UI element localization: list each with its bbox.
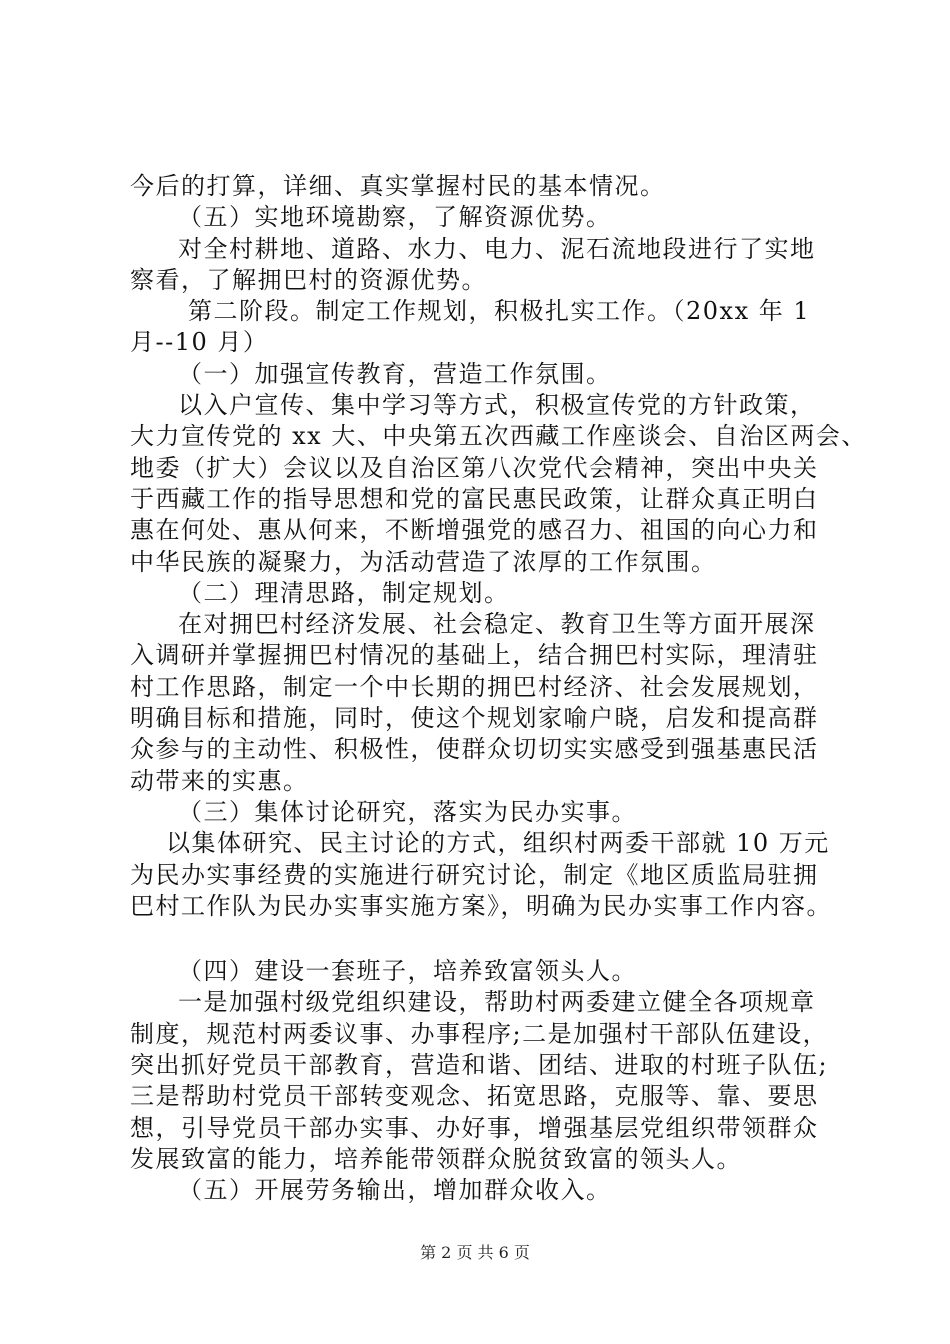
paragraph-line: 为民办实事经费的实施进行研究讨论，制定《地区质监局驻拥 <box>130 860 819 889</box>
paragraph-gap <box>130 922 835 956</box>
paragraph-line: 村工作思路，制定一个中长期的拥巴村经济、社会发展规划， <box>130 672 819 701</box>
paragraph-line: 突出抓好党员干部教育，营造和谐、团结、进取的村班子队伍; <box>130 1051 829 1080</box>
section-heading: （五）开展劳务输出，增加群众收入。 <box>178 1176 612 1205</box>
paragraph-line: 以集体研究、民主讨论的方式，组织村两委干部就 10 万元 <box>166 829 830 858</box>
paragraph-line: 巴村工作队为民办实事实施方案》，明确为民办实事工作内容。 <box>130 891 832 920</box>
paragraph-line: 动带来的实惠。 <box>130 766 309 795</box>
paragraph-line: 发展致富的能力，培养能带领群众脱贫致富的领头人。 <box>130 1144 742 1173</box>
section-heading: （五）实地环境勘察，了解资源优势。 <box>178 203 612 232</box>
paragraph-line: 制度，规范村两委议事、办事程序;二是加强村干部队伍建设， <box>130 1019 829 1048</box>
paragraph-line: 月--10 月） <box>130 328 269 357</box>
paragraph-line: 想，引导党员干部办实事、办好事，增强基层党组织带领群众 <box>130 1113 819 1142</box>
document-body <box>130 171 867 1207</box>
stage-heading: 第二阶段。制定工作规划，积极扎实工作。（20xx 年 1 <box>188 297 811 326</box>
paragraph-line: 察看，了解拥巴村的资源优势。 <box>130 265 487 294</box>
paragraph-line: 在对拥巴村经济发展、社会稳定、教育卫生等方面开展深 <box>178 610 816 639</box>
paragraph-line: 惠在何处、惠从何来，不断增强党的感召力、祖国的向心力和 <box>130 516 819 545</box>
paragraph-line: 于西藏工作的指导思想和党的富民惠民政策，让群众真正明白 <box>130 484 819 513</box>
section-heading: （一）加强宣传教育，营造工作氛围。 <box>178 359 612 388</box>
paragraph-line: 入调研并掌握拥巴村情况的基础上，结合拥巴村实际，理清驻 <box>130 641 819 670</box>
page-number-footer: 第 2 页 共 6 页 <box>420 1243 530 1262</box>
paragraph-line: 一是加强村级党组织建设，帮助村两委建立健全各项规章 <box>178 988 816 1017</box>
section-heading: （三）集体讨论研究，落实为民办实事。 <box>178 797 637 826</box>
paragraph-line: 三是帮助村党员干部转变观念、拓宽思路，克服等、靠、要思 <box>130 1082 819 1111</box>
paragraph-line: 地委（扩大）会议以及自治区第八次党代会精神，突出中央关 <box>130 453 819 482</box>
paragraph-line: 对全村耕地、道路、水力、电力、泥石流地段进行了实地 <box>178 234 816 263</box>
paragraph-line: 中华民族的凝聚力，为活动营造了浓厚的工作氛围。 <box>130 547 717 576</box>
paragraph-line: 明确目标和措施，同时，使这个规划家喻户晓，启发和提高群 <box>130 704 819 733</box>
paragraph-line: 大力宣传党的 xx 大、中央第五次西藏工作座谈会、自治区两会、 <box>130 422 867 451</box>
paragraph-line: 众参与的主动性、积极性，使群众切切实实感受到强基惠民活 <box>130 735 819 764</box>
section-heading: （二）理清思路，制定规划。 <box>178 578 510 607</box>
paragraph-line: 今后的打算，详细、真实掌握村民的基本情况。 <box>130 172 666 200</box>
paragraph-line: 以入户宣传、集中学习等方式，积极宣传党的方针政策， <box>178 391 816 420</box>
section-heading: （四）建设一套班子，培养致富领头人。 <box>178 957 637 986</box>
